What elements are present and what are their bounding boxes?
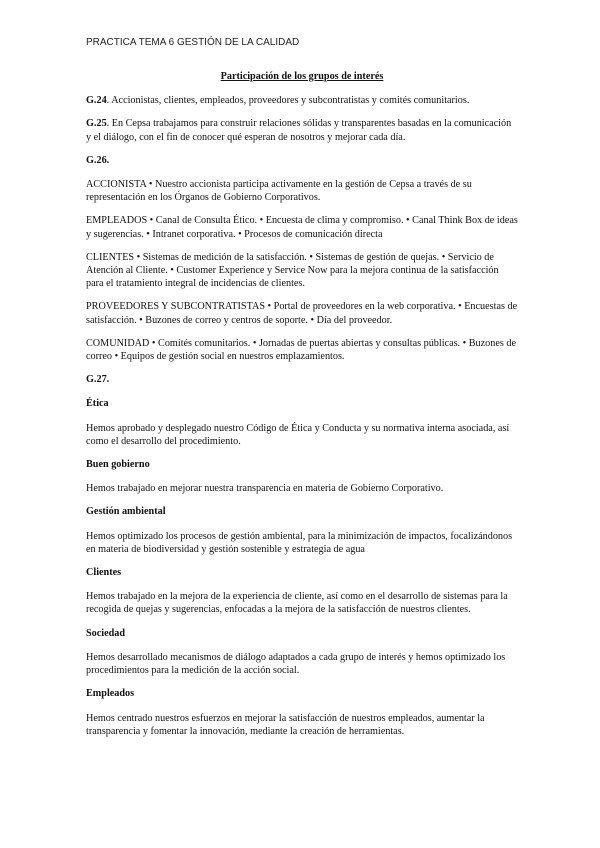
section-text-clientes: Hemos trabajado en la mejora de la experiencia de cliente, así como en el desarrollo de sistemas para la recogida de quejas y sugerencias, enfocadas a la mejora de la satisfacción de nuestros clientes.: [86, 591, 508, 616]
group-clientes: CLIENTES • Sistemas de medición de la satisfacción. • Sistemas de gestión de quejas. • Servicio de Atención al Cliente. • Customer Experience y Service Now para la mejora continua de la satisfacción para el tratamiento integral de incidencias de clientes.: [86, 251, 499, 290]
page-header: PRACTICA TEMA 6 GESTIÓN DE LA CALIDAD: [86, 37, 300, 48]
section-heading-clientes: Clientes: [86, 567, 122, 579]
section-heading-etica: Ética: [86, 398, 109, 410]
text-g25: . En Cepsa trabajamos para construir relaciones sólidas y transparentes basadas en la comunicación y el diálogo, con el fin de conocer qué esperan de nosotros y mejorar cada día.: [86, 118, 512, 143]
group-accionista: ACCIONISTA • Nuestro accionista participa activamente en la gestión de Cepsa a través de su representación en los Órganos de Gobierno Corporativos.: [86, 179, 472, 204]
section-text-sociedad: Hemos desarrollado mecanismos de diálogo adaptados a cada grupo de interés y hemos optimizado los procedimientos para la medición de la acción social.: [86, 651, 506, 677]
text-g27: .: [106, 374, 110, 386]
paragraph-g24: [86, 94, 518, 107]
section-heading-buen-gobierno: Buen gobierno: [86, 459, 150, 471]
section-text-gestion-ambiental: Hemos optimizado los procesos de gestión ambiental, para la minimización de impactos, focalizándonos en materia de biodiversidad y gestión sostenible y estrategia de agua: [86, 530, 513, 555]
label-g24: G.24: [86, 95, 107, 107]
group-comunidad: COMUNIDAD • Comités comunitarios. • Jornadas de puertas abiertas y consultas públicas. • Buzones de correo • Equipos de gestión social en nuestros emplazamientos.: [86, 337, 517, 363]
label-g26: G.26.: [86, 154, 110, 166]
label-g25: G.25: [86, 118, 107, 130]
paragraph-g25: [86, 117, 518, 143]
document-body: [86, 70, 518, 748]
paragraph-g27: [86, 373, 518, 386]
text-g24: . Accionistas, clientes, empleados, proveedores y subcontratistas y comités comunitarios.: [106, 95, 470, 107]
section-text-empleados: Hemos centrado nuestros esfuerzos en mejorar la satisfacción de nuestros empleados, aumentar la transparencia y fomentar la innovación, mediante la creación de herramientas.: [86, 712, 485, 737]
section-heading-empleados: Empleados: [86, 688, 135, 700]
group-empleados: EMPLEADOS • Canal de Consulta Ético. • Encuesta de clima y compromiso. • Canal Think Box de ideas y sugerencias. • Intranet corporativa. • Procesos de comunicación directa: [86, 215, 518, 240]
label-g27: G.27: [86, 374, 107, 386]
group-proveedores: PROVEEDORES Y SUBCONTRATISTAS • Portal de proveedores en la web corporativa. • Encuestas de satisfacción. • Buzones de correo y centros de soporte. • Día del proveedor.: [86, 301, 518, 326]
section-heading-sociedad: Sociedad: [86, 627, 126, 639]
section-text-etica: Hemos aprobado y desplegado nuestro Código de Ética y Conducta y su normativa interna asociada, así como el desarrollo del procedimiento.: [86, 422, 510, 447]
section-heading-gestion-ambiental: Gestión ambiental: [86, 506, 166, 518]
section-text-buen-gobierno: Hemos trabajado en mejorar nuestra transparencia en materia de Gobierno Corporativo.: [86, 483, 444, 495]
page-title: Participación de los grupos de interés: [220, 71, 384, 82]
